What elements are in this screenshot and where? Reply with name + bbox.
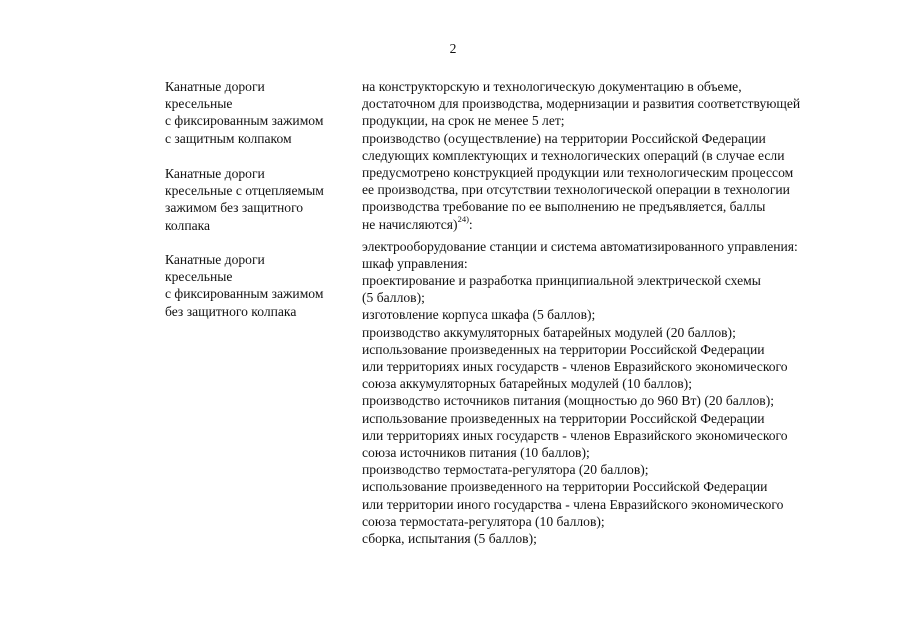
product-name-line: с фиксированным зажимом: [165, 286, 324, 302]
requirement-line: шкаф управления:: [362, 255, 468, 271]
requirement-line: использование произведенных на территории Российской Федерации: [362, 410, 765, 426]
product-name-line: зажимом без защитного: [165, 200, 304, 216]
requirements-paragraph-1: [362, 78, 882, 233]
product-name-line: кресельные: [165, 269, 233, 285]
product-name-block-1: [165, 78, 355, 147]
requirement-line: (5 баллов);: [362, 290, 425, 306]
requirement-line: продукции, на срок не менее 5 лет;: [362, 113, 565, 129]
product-name-line: с защитным колпаком: [165, 130, 292, 146]
requirement-text: не начисляются): [362, 216, 458, 232]
page-number: 2: [449, 41, 457, 56]
requirements-paragraph-2: [362, 238, 882, 547]
requirement-line: производство (осуществление) на территории Российской Федерации: [362, 130, 766, 146]
footnote-reference: 24): [457, 213, 469, 224]
product-name-line: Канатные дороги: [165, 166, 265, 181]
requirement-line: или территории иного государства - члена Евразийского экономического: [362, 496, 784, 512]
product-name-line: кресельные с отцепляемым: [165, 183, 324, 199]
requirement-line: изготовление корпуса шкафа (5 баллов);: [362, 307, 596, 323]
requirement-line: достаточном для производства, модернизации и развития соответствующей: [362, 96, 801, 112]
requirement-line: производство аккумуляторных батарейных модулей (20 баллов);: [362, 324, 736, 340]
requirement-line: союза источников питания (10 баллов);: [362, 444, 590, 460]
requirement-line: использование произведенного на территории Российской Федерации: [362, 479, 768, 495]
requirement-line: или территориях иных государств - членов Евразийского экономического: [362, 359, 788, 374]
product-name-line: колпака: [165, 217, 211, 233]
requirement-line: сборка, испытания (5 баллов);: [362, 530, 537, 546]
requirement-line-with-footnote: [362, 213, 882, 233]
requirement-line: союза аккумуляторных батарейных модулей (10 баллов);: [362, 376, 692, 392]
requirement-line: электрооборудование станции и система автоматизированного управления:: [362, 238, 798, 254]
product-name-line: Канатные дороги: [165, 79, 265, 94]
product-name-line: Канатные дороги: [165, 252, 265, 267]
requirements-column: [362, 78, 882, 547]
requirement-punctuation: :: [468, 216, 473, 232]
product-name-line: кресельные: [165, 96, 233, 112]
requirement-line: союза термостата-регулятора (10 баллов);: [362, 513, 605, 529]
requirement-line: ее производства, при отсутствии технологической операции в технологии: [362, 182, 790, 198]
requirement-line: производство термостата-регулятора (20 баллов);: [362, 462, 649, 478]
product-name-line: с фиксированным зажимом: [165, 113, 324, 129]
requirement-line: проектирование и разработка принципиальной электрической схемы: [362, 273, 761, 289]
requirement-line: производство источников питания (мощностью до 960 Вт) (20 баллов);: [362, 393, 775, 409]
requirement-line: на конструкторскую и технологическую документацию в объеме,: [362, 79, 742, 94]
product-name-block-3: [165, 251, 355, 320]
requirement-line: производства требование по ее выполнению не предъявляется, баллы: [362, 199, 766, 215]
requirement-line: следующих комплектующих и технологических операций (в случае если: [362, 147, 785, 163]
requirement-line: использование произведенных на территории Российской Федерации: [362, 341, 765, 357]
product-name-block-2: [165, 165, 355, 234]
product-name-line: без защитного колпака: [165, 303, 297, 319]
requirement-line: предусмотрено конструкцией продукции или технологическим процессом: [362, 164, 794, 180]
requirement-line: или территориях иных государств - членов Евразийского экономического: [362, 427, 788, 443]
